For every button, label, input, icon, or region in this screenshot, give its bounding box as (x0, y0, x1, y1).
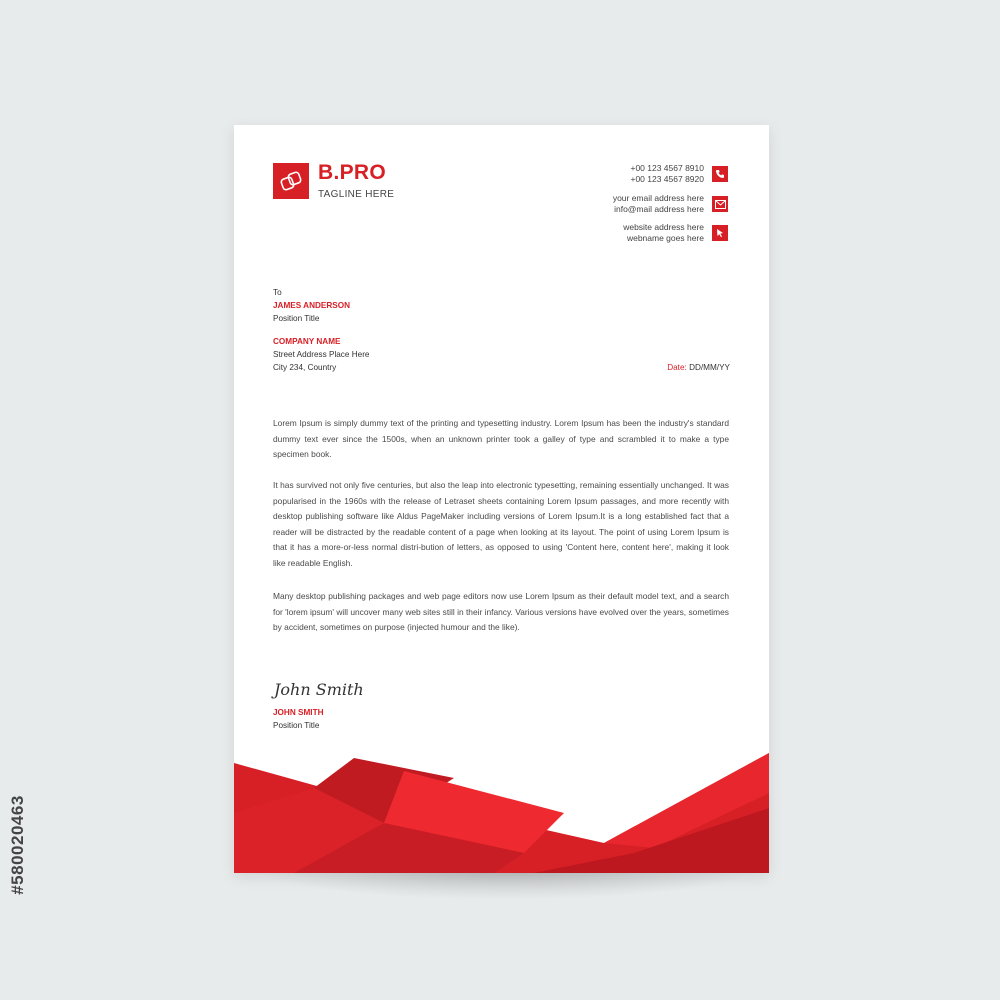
email-2: info@mail address here (614, 203, 704, 214)
body-paragraph-1: Lorem Ipsum is simply dummy text of the printing and typesetting industry. Lorem Ipsum has been the industry's standard dummy text ever since the 1500s, when an unknown printer took a galley of type and scrambled it to make a type specimen book. (273, 418, 729, 460)
body-paragraph-2: It has survived not only five centuries, but also the leap into electronic typesetting, remaining essentially unchanged. It was popularised in the 1960s with the release of Letraset sheets containing Lorem Ipsum passages, and more recently with desktop publishing software like Aldus PageMaker including versions of Lorem Ipsum.It is a long established fact that a reader will be distracted by the readable content of a page when looking at its layout. The point of using Lorem Ipsum is that it has a more-or-less normal distri-bution of letters, as opposed to using 'Content here, content here', making it look like readable English. (273, 480, 729, 568)
body-paragraph-3: Many desktop publishing packages and web page editors now use Lorem Ipsum as their default model text, and a search for 'lorem ipsum' will uncover many web sites still in their infancy. Various versions have evolved over the years, sometimes by accident, sometimes on purpose (injected humour and the like). (273, 591, 729, 633)
brand-logo-icon (273, 163, 309, 199)
cursor-icon (712, 225, 728, 241)
city-address: City 234, Country (273, 363, 337, 372)
signer-position: Position Title (273, 721, 320, 730)
date-value: DD/MM/YY (689, 363, 730, 372)
phone-1: +00 123 4567 8910 (630, 163, 704, 173)
footer-graphic (234, 753, 769, 873)
to-label: To (273, 288, 282, 297)
email-1: your email address here (612, 193, 704, 203)
date-line (667, 363, 730, 372)
recipient-position: Position Title (273, 314, 320, 323)
envelope-icon (712, 196, 728, 212)
brand-tagline: TAGLINE HERE (318, 189, 395, 200)
stock-id-text: #580020463 (8, 795, 27, 895)
phone-2: +00 123 4567 8920 (630, 173, 704, 184)
contact-phone (630, 163, 704, 184)
recipient-name: JAMES ANDERSON (273, 301, 351, 310)
website-2: webname goes here (626, 232, 704, 243)
contact-email (613, 193, 704, 214)
phone-icon (712, 166, 728, 182)
date-label: Date: (667, 363, 687, 372)
letterhead-page (234, 125, 769, 873)
handwritten-signature: John Smith (274, 680, 364, 699)
contact-website (623, 222, 704, 243)
brand-name: B.PRO (318, 161, 387, 184)
company-name: COMPANY NAME (273, 337, 341, 346)
website-1: website address here (623, 222, 704, 232)
stock-id-label (6, 745, 30, 945)
street-address: Street Address Place Here (273, 350, 370, 359)
signer-name: JOHN SMITH (273, 708, 324, 717)
